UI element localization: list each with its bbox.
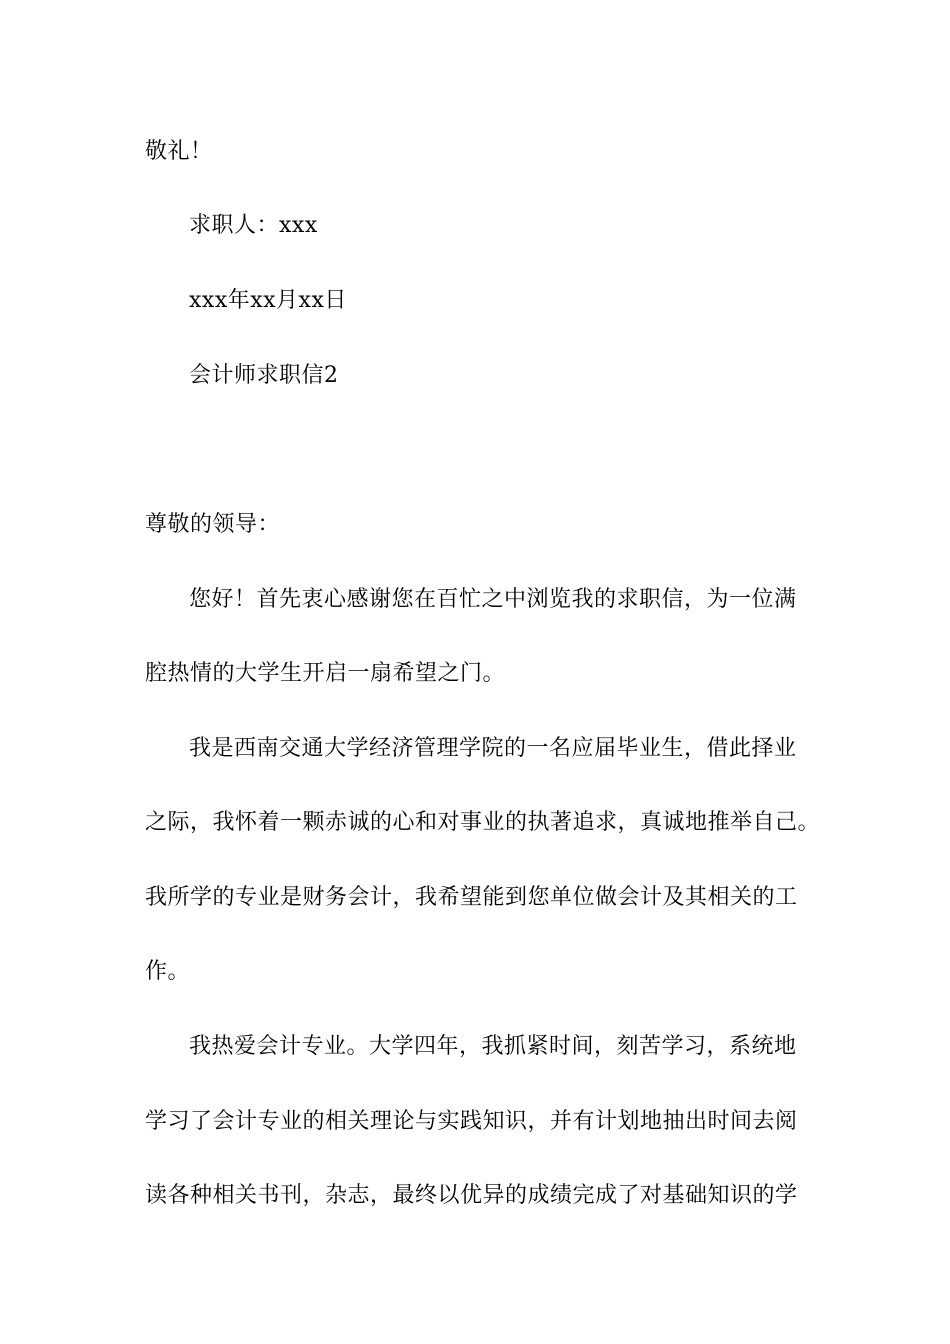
paragraph-line: 您好！首先衷心感谢您在百忙之中浏览我的求职信，为一位满 xyxy=(189,587,797,612)
paragraph-line: 我热爱会计专业。大学四年，我抓紧时间，刻苦学习，系统地 xyxy=(189,1034,797,1059)
paragraph-line: 之际，我怀着一颗赤诚的心和对事业的执著追求，真诚地推举自己。 xyxy=(145,810,821,835)
paragraph-line: 腔热情的大学生开启一扇希望之门。 xyxy=(145,661,506,686)
paragraph-line: 作。 xyxy=(145,959,191,984)
letter-title: 会计师求职信2 xyxy=(189,363,339,388)
date-line: xxx年xx月xx日 xyxy=(189,288,347,313)
paragraph-line: 我是西南交通大学经济管理学院的一名应届毕业生，借此择业 xyxy=(189,736,797,761)
paragraph-line: 学习了会计专业的相关理论与实践知识，并有计划地抽出时间去阅 xyxy=(145,1109,798,1134)
paragraph-line: 我所学的专业是财务会计，我希望能到您单位做会计及其相关的工 xyxy=(145,885,798,910)
closing-text: 敬礼！ xyxy=(145,139,213,164)
applicant-line: 求职人：xxx xyxy=(189,213,318,238)
salutation: 尊敬的领导： xyxy=(145,512,281,537)
paragraph-line: 读各种相关书刊，杂志，最终以优异的成绩完成了对基础知识的学 xyxy=(145,1183,798,1208)
